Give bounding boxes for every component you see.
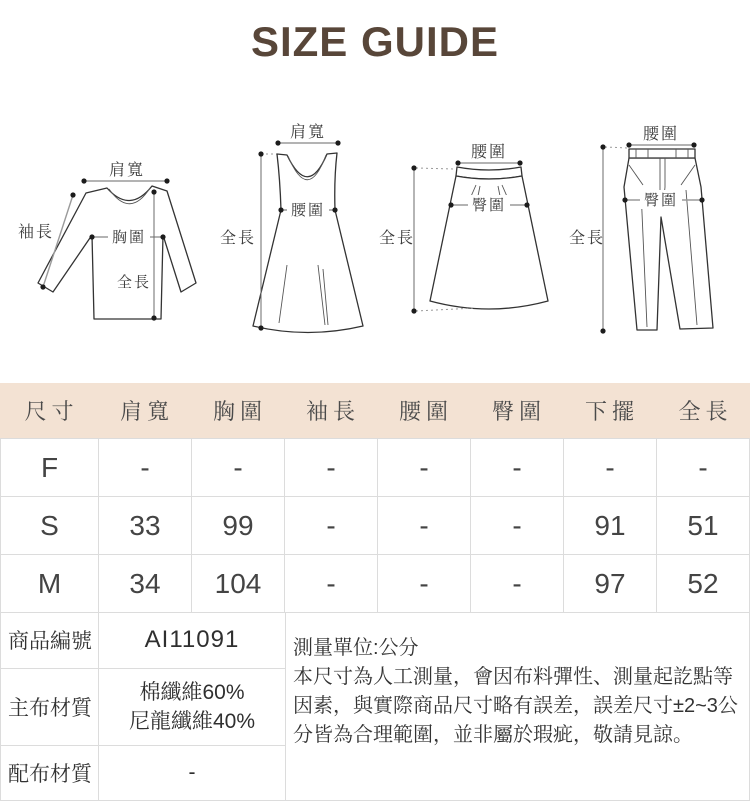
full-length-label: 全長 <box>219 230 257 247</box>
dress-waist-measure <box>278 200 337 219</box>
pants-waistband <box>629 149 695 158</box>
header-cell-size: 尺寸 <box>24 399 79 424</box>
product-code-label: 商品編號 <box>1 612 99 668</box>
size-cell: 34 <box>99 555 192 612</box>
size-cell: - <box>471 555 564 612</box>
size-cell: 52 <box>687 567 719 599</box>
trim-fabric-value: - <box>188 761 196 785</box>
size-cell: 99 <box>192 497 285 554</box>
header-cell-waist: 腰圍 <box>398 399 453 424</box>
product-info-rows <box>1 612 285 800</box>
dress-length-measure <box>220 151 264 330</box>
measurement-disclaimer: 本尺寸為人工測量，會因布料彈性、測量起訖點等因素，與實際商品尺寸略有誤差，誤差尺寸±2~3公分皆為合理範圍，並非屬於瑕疵，敬請見諒。 <box>293 666 738 746</box>
main-fabric-label: 主布材質 <box>1 669 99 745</box>
page-title: SIZE GUIDE <box>250 18 500 65</box>
size-table-header <box>0 383 750 438</box>
trim-fabric-label: 配布材質 <box>1 746 99 800</box>
size-cell: 33 <box>99 497 192 554</box>
main-fabric-line-2: 尼龍纖維40% <box>128 710 256 733</box>
header-cell-hem: 下擺 <box>584 399 639 424</box>
waist-label: 腰圍 <box>290 202 326 219</box>
size-cell: 97 <box>564 555 657 612</box>
size-cell: S <box>1 497 99 554</box>
shoulder-width-label: 肩寬 <box>108 162 146 179</box>
size-cell: - <box>285 497 378 554</box>
size-cell: 51 <box>687 509 719 541</box>
hip-label: 臀圍 <box>643 192 679 209</box>
sleeve-length-label: 袖長 <box>17 224 55 241</box>
header-cell-hip: 臀圍 <box>491 399 546 424</box>
diagram-dress <box>215 115 390 380</box>
header-cell-sleeve: 袖長 <box>305 399 360 424</box>
size-table-body <box>0 438 750 613</box>
measurement-unit-line: 測量單位:公分 <box>293 637 419 659</box>
size-cell: - <box>564 439 657 496</box>
product-info <box>0 612 750 801</box>
diagram-top <box>10 115 215 380</box>
dress-shoulder-measure <box>275 123 340 146</box>
full-length-label: 全長 <box>568 230 606 247</box>
diagram-skirt <box>380 115 565 380</box>
pants-waist-measure <box>626 125 696 148</box>
skirt-waist-measure <box>455 143 522 166</box>
size-cell: - <box>471 497 564 554</box>
size-row-f <box>1 439 749 497</box>
header-cell-chest: 胸圍 <box>212 399 267 424</box>
hip-label: 臀圍 <box>471 197 507 214</box>
garment-diagrams <box>0 115 750 380</box>
size-table <box>0 383 750 613</box>
main-fabric-row <box>1 669 285 746</box>
size-cell: - <box>99 439 192 496</box>
product-code-row <box>1 612 285 669</box>
top-shoulder-measure <box>81 161 169 184</box>
size-cell: - <box>285 439 378 496</box>
size-cell: M <box>1 555 99 612</box>
top-garment-outline <box>38 186 196 319</box>
measurement-note <box>285 612 749 800</box>
size-cell: - <box>378 555 471 612</box>
trim-fabric-row <box>1 746 285 800</box>
size-row-s <box>1 497 749 555</box>
waist-label: 腰圍 <box>642 126 680 143</box>
size-cell: - <box>698 451 708 483</box>
main-fabric-line-1: 棉纖維60% <box>139 680 245 704</box>
size-row-m <box>1 555 749 613</box>
size-cell: 91 <box>564 497 657 554</box>
full-length-label: 全長 <box>378 230 416 247</box>
size-cell: - <box>285 555 378 612</box>
pants-garment-outline <box>624 158 713 330</box>
size-cell: - <box>192 439 285 496</box>
size-cell: F <box>1 439 99 496</box>
header-cell-length: 全長 <box>678 399 733 424</box>
product-code-value: AI11091 <box>144 626 240 654</box>
pants-length-measure <box>569 144 628 333</box>
shoulder-width-label: 肩寬 <box>289 124 327 141</box>
size-cell: 104 <box>192 555 285 612</box>
chest-label: 胸圍 <box>111 229 147 246</box>
header-cell-shoulder: 肩寬 <box>119 399 174 424</box>
full-length-label: 全長 <box>116 274 152 291</box>
size-cell: - <box>378 497 471 554</box>
size-cell: - <box>471 439 564 496</box>
waist-label: 腰圍 <box>470 144 508 161</box>
size-cell: - <box>378 439 471 496</box>
diagram-pants <box>570 115 750 380</box>
